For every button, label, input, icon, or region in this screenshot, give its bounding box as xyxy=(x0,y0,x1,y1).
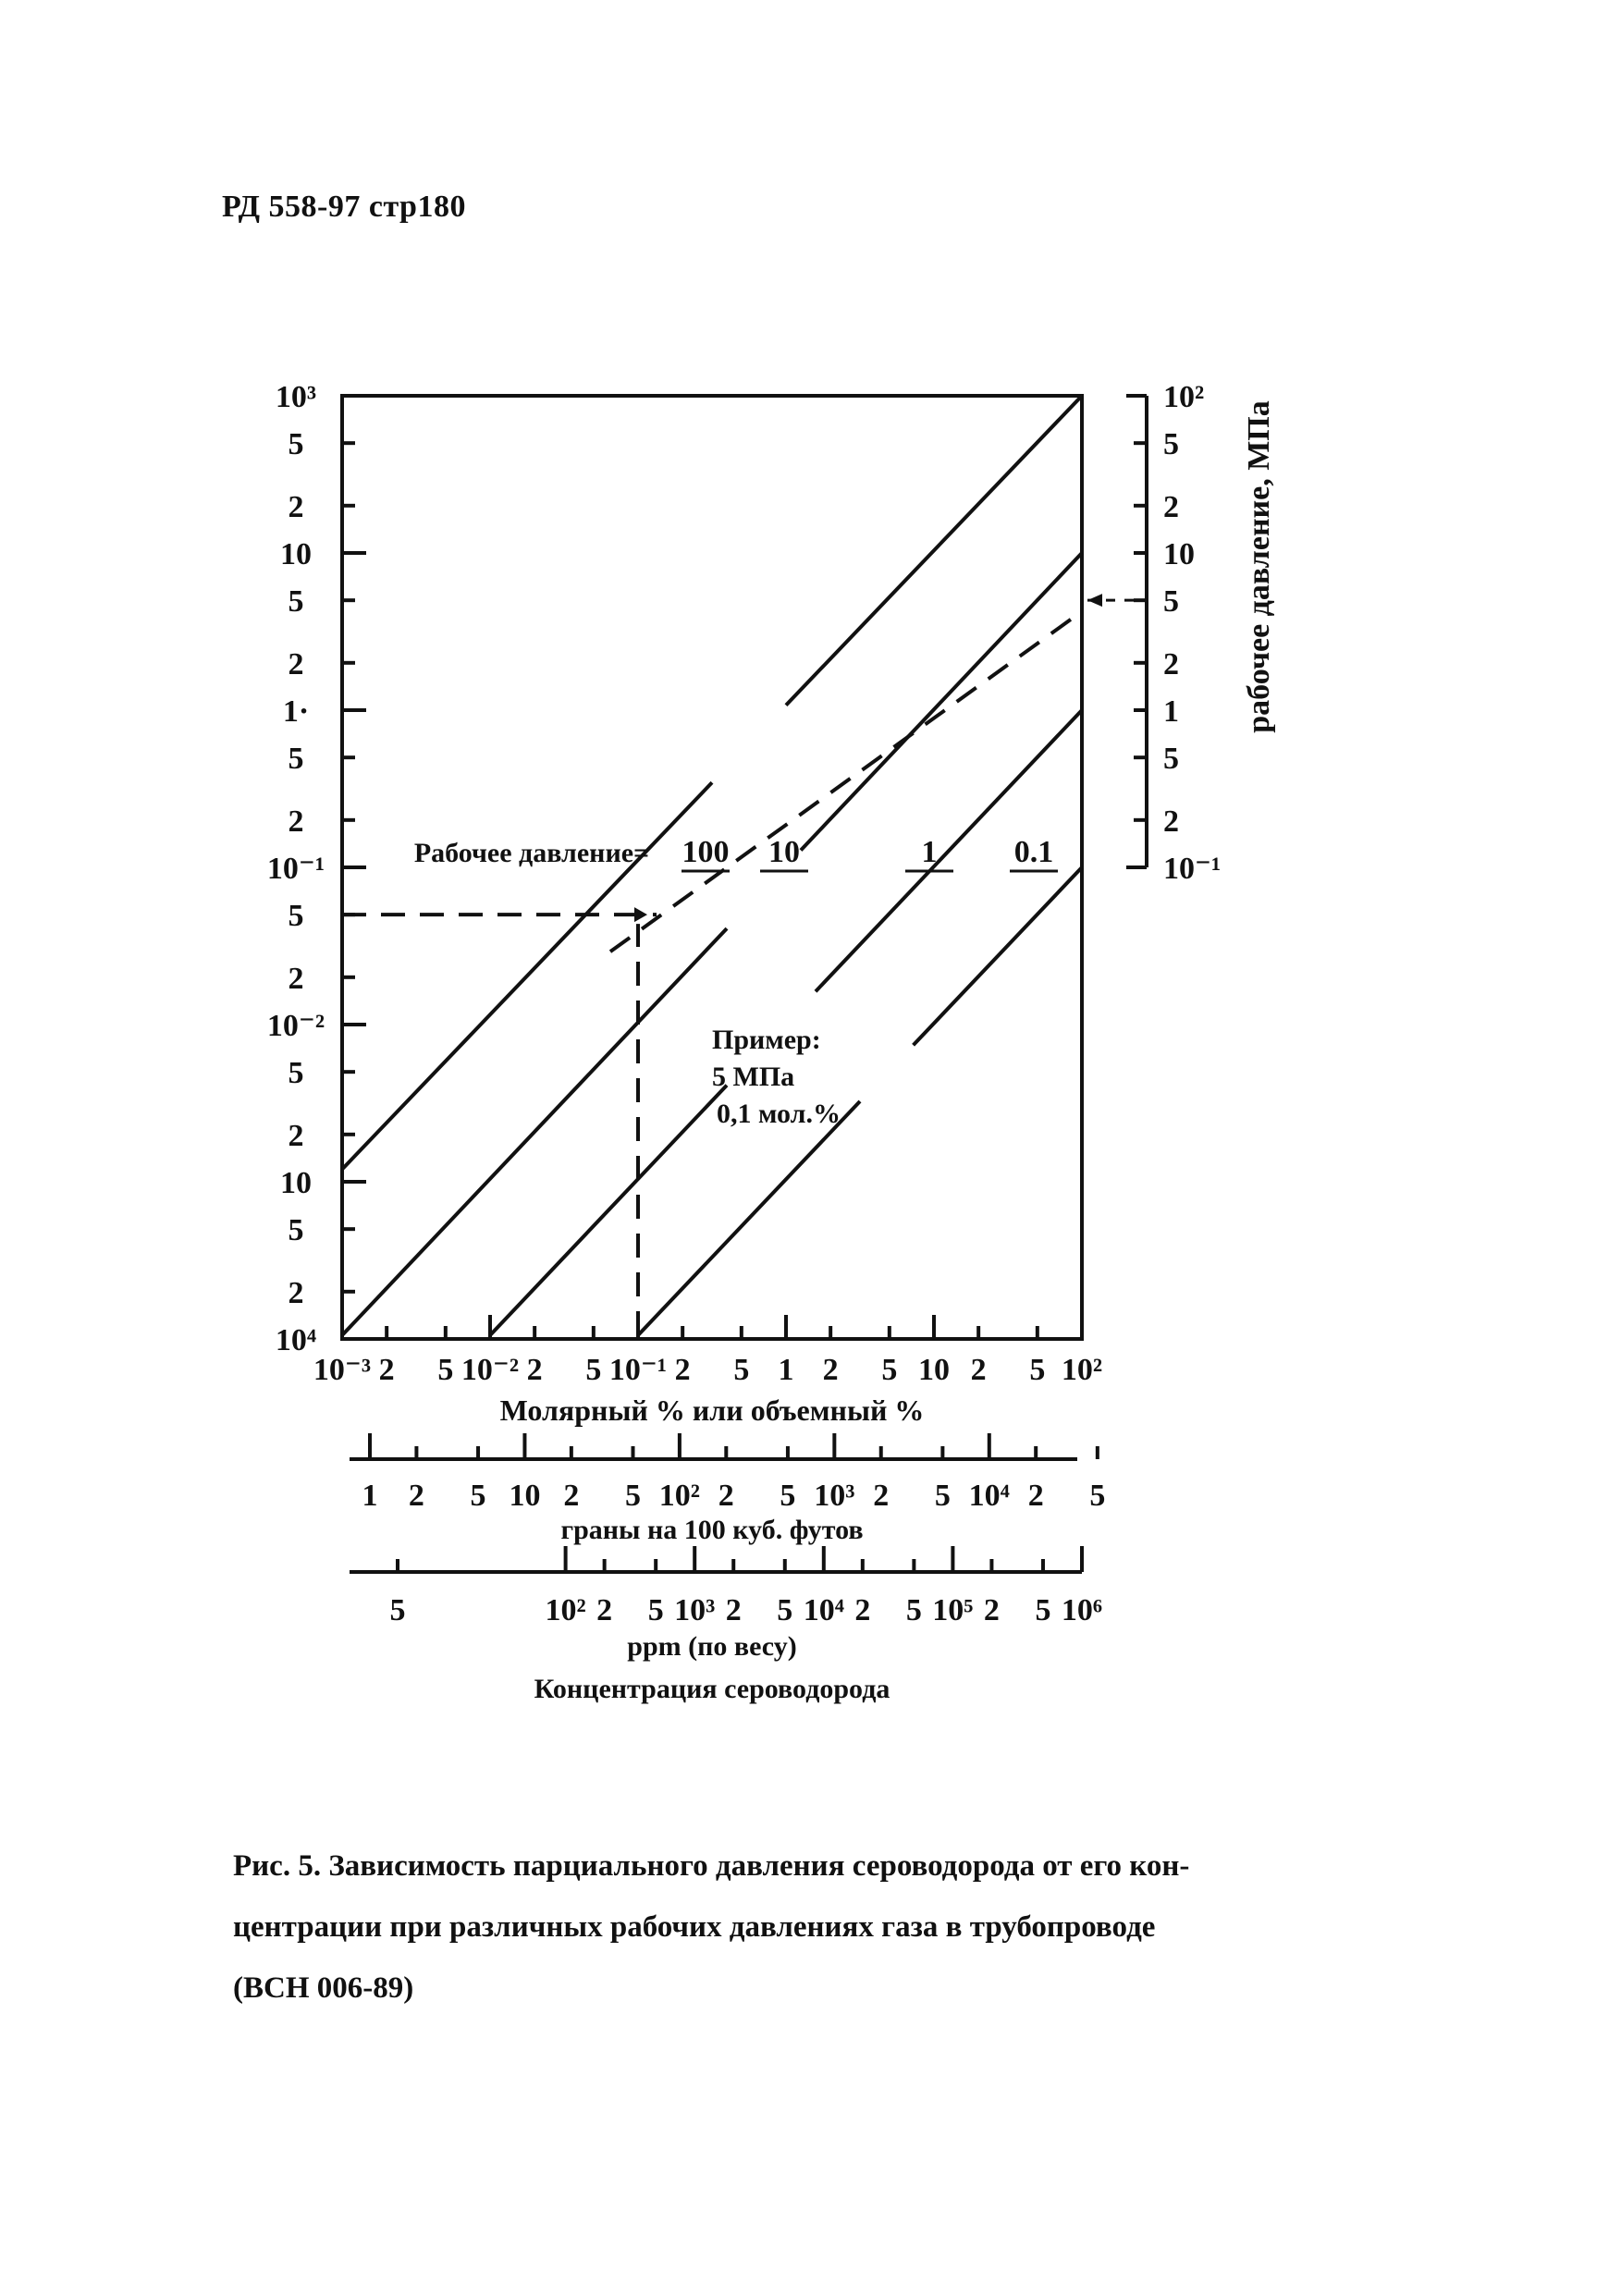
mole-axis-tick-label: 5 xyxy=(437,1353,454,1387)
caption-line: (ВСН 006-89) xyxy=(233,1971,414,2005)
left-axis-tick-label: 5 xyxy=(288,427,304,462)
left-axis-tick-label: 2 xyxy=(288,1275,304,1310)
ppm-axis-tick-label: 10⁵ xyxy=(932,1593,974,1627)
ppm-axis-label: ppm (по весу) xyxy=(627,1631,797,1662)
pressure-line-0.1 xyxy=(914,867,1082,1045)
left-axis-tick-label: 10⁻² xyxy=(266,1009,325,1043)
caption-line: центрации при различных рабочих давлениях газа в трубопроводе xyxy=(233,1910,1156,1944)
ppm-axis-tick-label: 5 xyxy=(777,1593,793,1627)
example-concentration: 0,1 мол.% xyxy=(717,1099,841,1129)
mole-axis-tick-label: 5 xyxy=(1029,1353,1046,1387)
right-axis-tick-label: 5 xyxy=(1163,427,1179,462)
pressure-line-10 xyxy=(801,553,1082,850)
grains-axis-tick-label: 1 xyxy=(362,1479,378,1513)
grains-axis-tick-label: 2 xyxy=(1027,1479,1044,1513)
mole-axis-tick-label: 10⁻³ xyxy=(313,1353,372,1387)
grains-axis-tick-label: 10⁴ xyxy=(968,1479,1010,1513)
ppm-axis-tick-label: 5 xyxy=(389,1593,406,1627)
concentration-label: Концентрация сероводорода xyxy=(534,1674,890,1704)
left-axis-tick-label: 2 xyxy=(288,1118,304,1153)
right-axis-tick-label: 10 xyxy=(1163,537,1195,571)
right-axis-tick-label: 5 xyxy=(1163,742,1179,777)
pressure-label: Рабочее давление= xyxy=(413,838,650,868)
mole-axis-tick-label: 1 xyxy=(778,1353,794,1387)
grains-axis-tick-label: 5 xyxy=(624,1479,641,1513)
grains-axis-tick-label: 10 xyxy=(509,1479,541,1513)
pressure-line-1 xyxy=(490,1086,727,1335)
left-axis-tick-label: 2 xyxy=(288,804,304,839)
example-title: Пример: xyxy=(712,1025,821,1055)
grains-axis-tick-label: 5 xyxy=(934,1479,951,1513)
mole-axis-tick-label: 10⁻¹ xyxy=(608,1353,668,1387)
left-axis-tick-label: 5 xyxy=(288,742,304,777)
ppm-axis-tick-label: 2 xyxy=(854,1593,871,1627)
mole-axis-tick-label: 2 xyxy=(822,1353,839,1387)
right-axis-label: рабочее давление, МПа xyxy=(1242,400,1276,733)
ppm-axis-tick-label: 5 xyxy=(905,1593,922,1627)
grains-axis-label: граны на 100 куб. футов xyxy=(560,1515,864,1545)
grains-axis-tick-label: 2 xyxy=(563,1479,580,1513)
left-axis-tick-label: 10⁻¹ xyxy=(266,852,325,886)
pressure-line-10 xyxy=(342,928,727,1335)
grains-axis-tick-label: 2 xyxy=(718,1479,734,1513)
arrow-right-icon xyxy=(634,907,647,922)
left-axis-tick-label: 2 xyxy=(288,961,304,996)
mole-axis-tick-label: 2 xyxy=(526,1353,543,1387)
right-axis-tick-label: 2 xyxy=(1163,804,1179,839)
right-axis-tick-label: 2 xyxy=(1163,489,1179,524)
grains-axis-tick-label: 5 xyxy=(470,1479,486,1513)
mole-axis-tick-label: 5 xyxy=(733,1353,750,1387)
mole-axis-tick-label: 10 xyxy=(918,1353,950,1387)
ppm-axis-tick-label: 2 xyxy=(725,1593,742,1627)
ppm-axis-tick-label: 10² xyxy=(545,1593,586,1627)
ppm-axis-tick-label: 5 xyxy=(1035,1593,1051,1627)
grains-axis-tick-label: 10³ xyxy=(814,1479,855,1513)
mole-axis-tick-label: 5 xyxy=(881,1353,898,1387)
right-axis-tick-label: 1 xyxy=(1163,694,1179,729)
series-label-10: 10 xyxy=(768,835,800,869)
right-axis-tick-label: 5 xyxy=(1163,584,1179,620)
grains-axis-tick-label: 2 xyxy=(873,1479,890,1513)
series-label-100: 100 xyxy=(682,835,730,869)
figure-caption xyxy=(233,1836,1407,2019)
grains-axis-tick-label: 5 xyxy=(1089,1479,1106,1513)
left-axis-tick-label: 5 xyxy=(288,899,304,934)
mole-axis-tick-label: 2 xyxy=(674,1353,691,1387)
pressure-line-100 xyxy=(786,396,1082,706)
ppm-axis-tick-label: 10³ xyxy=(674,1593,716,1627)
grains-axis-tick-label: 10² xyxy=(658,1479,700,1513)
caption-line: Рис. 5. Зависимость парциального давления сероводорода от его кон- xyxy=(233,1849,1190,1883)
mole-axis-tick-label: 10² xyxy=(1061,1353,1103,1387)
right-axis-tick-label: 10⁻¹ xyxy=(1163,852,1222,886)
left-axis-tick-label: 5 xyxy=(288,1213,304,1248)
left-axis-tick-label: 10³ xyxy=(275,380,317,414)
mole-axis-tick-label: 5 xyxy=(585,1353,602,1387)
grains-axis-tick-label: 5 xyxy=(780,1479,796,1513)
ppm-axis-tick-label: 10⁶ xyxy=(1061,1593,1103,1627)
left-axis-tick-label: 10⁴ xyxy=(275,1323,317,1357)
example-pressure: 5 МПа xyxy=(712,1062,795,1092)
mole-axis-tick-label: 10⁻² xyxy=(461,1353,520,1387)
left-axis-tick-label: 10 xyxy=(280,1166,312,1200)
right-axis-tick-label: 2 xyxy=(1163,646,1179,681)
left-axis-tick-label: 2 xyxy=(288,489,304,524)
left-axis-tick-label: 10 xyxy=(280,537,312,571)
series-label-0.1: 0.1 xyxy=(1013,835,1054,869)
ppm-axis-tick-label: 10⁴ xyxy=(803,1593,844,1627)
example-pressure-line xyxy=(610,611,1082,952)
mole-axis-tick-label: 2 xyxy=(378,1353,395,1387)
pressure-line-0.1 xyxy=(638,1101,860,1335)
mole-axis-label: Молярный % или объемный % xyxy=(499,1394,925,1427)
page-header: РД 558-97 стр180 xyxy=(222,190,466,224)
ppm-axis-tick-label: 2 xyxy=(983,1593,1000,1627)
left-axis-tick-label: 5 xyxy=(288,1056,304,1091)
right-axis-tick-label: 10² xyxy=(1163,380,1205,414)
left-axis-tick-label: 5 xyxy=(288,584,304,620)
arrow-left-icon xyxy=(1087,594,1102,607)
series-label-1: 1 xyxy=(921,835,938,869)
grains-axis-tick-label: 2 xyxy=(408,1479,424,1513)
mole-axis-tick-label: 2 xyxy=(970,1353,987,1387)
ppm-axis-tick-label: 2 xyxy=(596,1593,613,1627)
ppm-axis-tick-label: 5 xyxy=(647,1593,664,1627)
left-axis-tick-label: 2 xyxy=(288,646,304,681)
left-axis-tick-label: 1· xyxy=(282,694,310,729)
